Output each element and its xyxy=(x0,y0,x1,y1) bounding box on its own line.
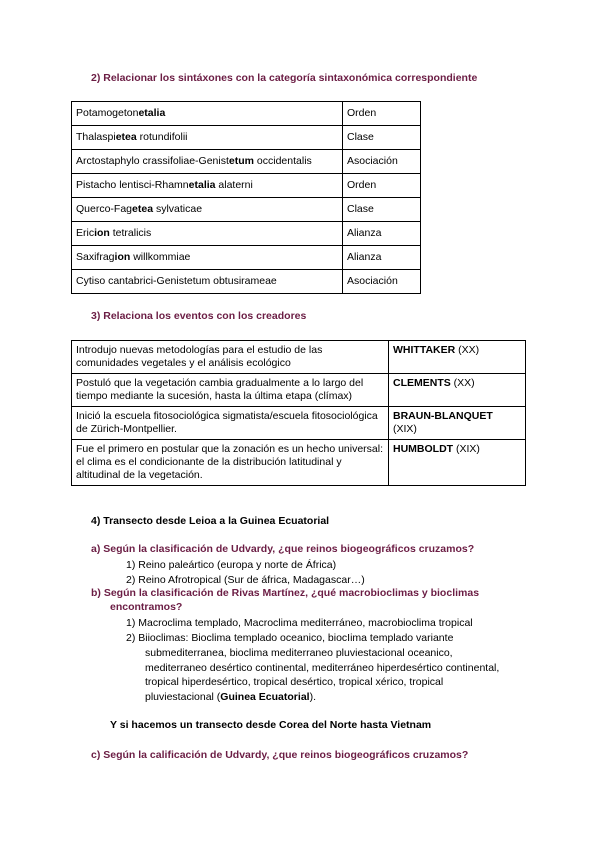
category-cell: Orden xyxy=(343,102,421,126)
syntaxon-row xyxy=(72,126,421,150)
syntaxon-cell xyxy=(72,126,343,150)
category-cell: Orden xyxy=(343,174,421,198)
creator-name: HUMBOLDT xyxy=(393,443,454,455)
syntaxon-cell xyxy=(72,198,343,222)
syntaxon-text: tetralicis xyxy=(109,227,152,239)
syntaxon-row xyxy=(72,102,421,126)
syntaxon-suffix: etea xyxy=(132,203,154,215)
creator-row xyxy=(72,374,526,407)
question-b-item-cont: tropical hiperdesértico, tropical desértico, tropical xérico, tropical xyxy=(145,676,444,688)
syntaxon-row xyxy=(72,198,421,222)
creators-table xyxy=(71,340,526,486)
question-b-item-last xyxy=(145,690,316,705)
section-4-title: 4) Transecto desde Leioa a la Guinea Ecuatorial xyxy=(91,515,330,527)
question-b: b) Según la clasificación de Rivas Martínez, ¿qué macrobioclimas y bioclimas xyxy=(91,587,480,599)
creator-era: (XX) xyxy=(450,377,475,389)
creator-name: CLEMENTS xyxy=(393,377,451,389)
creator-row xyxy=(72,407,526,440)
syntaxon-text: Arctostaphylo crassifoliae-Genist xyxy=(76,155,229,167)
question-b-item: 2) Biioclimas: Bioclima templado oceanico, biocIima templado variante xyxy=(126,632,454,644)
question-c: c) Según la calificación de Udvardy, ¿que reinos biogeográficos cruzamos? xyxy=(91,749,469,761)
syntaxon-cell xyxy=(72,174,343,198)
event-cell: Introdujo nuevas metodologías para el estudio de las comunidades vegetales y el análisis ecológico xyxy=(72,341,389,374)
syntaxon-cell xyxy=(72,102,343,126)
event-cell: Fue el primero en postular que la zonación es un hecho universal: el clima es el condicionante de la distribución latitudinal y altitudinal de la vegetación. xyxy=(72,440,389,486)
question-b-cont: encontramos? xyxy=(110,601,183,613)
question-a-item: 1) Reino paleártico (europa y norte de África) xyxy=(126,559,337,571)
category-cell: Alianza xyxy=(343,246,421,270)
syntaxon-text: Thalaspi xyxy=(76,131,116,143)
creator-era: (XIX) xyxy=(453,443,480,455)
category-cell: Clase xyxy=(343,198,421,222)
creator-cell xyxy=(389,440,526,486)
question-a: a) Según la clasificación de Udvardy, ¿que reinos biogeográficos cruzamos? xyxy=(91,543,475,555)
transect-subtitle: Y si hacemos un transecto desde Corea del Norte hasta Vietnam xyxy=(110,719,432,731)
event-cell: Postuló que la vegetación cambia gradualmente a lo largo del tiempo mediante la sucesión, hasta la última etapa (clímax) xyxy=(72,374,389,407)
question-b-item-cont: mediterraneo desértico continental, mediterráneo hiperdesértico continental, xyxy=(145,662,500,674)
section-3-title: 3) Relaciona los eventos con los creadores xyxy=(91,310,307,322)
syntaxon-text: alaterni xyxy=(215,179,253,191)
syntaxon-text: Potamogeton xyxy=(76,107,139,119)
text: pluviestacional ( xyxy=(145,691,221,703)
syntaxon-row xyxy=(72,222,421,246)
syntaxon-cell xyxy=(72,150,343,174)
creator-cell xyxy=(389,341,526,374)
category-cell: Clase xyxy=(343,126,421,150)
category-cell: Asociación xyxy=(343,150,421,174)
section-2-title: 2) Relacionar los sintáxones con la categoría sintaxonómica correspondiente xyxy=(91,72,478,84)
question-b-item-cont: submediterranea, bioclima mediterraneo pluviestacional oceanico, xyxy=(145,647,453,659)
syntaxon-text: Saxifrag xyxy=(76,251,115,263)
bold-text: Guinea Ecuatorial xyxy=(220,691,310,703)
syntaxon-text: sylvaticae xyxy=(153,203,203,215)
syntaxon-suffix: etalia xyxy=(188,179,216,191)
syntaxon-row xyxy=(72,174,421,198)
syntaxon-suffix: etea xyxy=(115,131,137,143)
syntaxon-text: Querco-Fag xyxy=(76,203,133,215)
syntaxon-text: Pistacho lentisci-Rhamn xyxy=(76,179,189,191)
creator-era: (XIX) xyxy=(393,423,417,435)
category-cell: Asociación xyxy=(343,270,421,294)
creator-era: (XX) xyxy=(455,344,480,356)
text: ). xyxy=(309,691,316,703)
syntaxon-text: willkommiae xyxy=(130,251,191,263)
creator-row xyxy=(72,440,526,486)
syntaxon-suffix: etalia xyxy=(138,107,166,119)
event-cell: Inició la escuela fitosociológica sigmatista/escuela fitosociológica de Zürich-Montpellier. xyxy=(72,407,389,440)
syntaxon-suffix: ion xyxy=(94,227,110,239)
syntaxon-row xyxy=(72,270,421,294)
creator-cell xyxy=(389,407,526,440)
syntaxon-text: Eric xyxy=(76,227,95,239)
syntaxon-row xyxy=(72,246,421,270)
syntaxon-row xyxy=(72,150,421,174)
creator-name: BRAUN-BLANQUET xyxy=(393,410,493,422)
syntaxon-cell xyxy=(72,246,343,270)
creator-name: WHITTAKER xyxy=(393,344,456,356)
creator-cell xyxy=(389,374,526,407)
syntaxon-text: Cytiso cantabrici-Genistetum obtusirameae xyxy=(76,275,277,287)
syntaxon-cell xyxy=(72,222,343,246)
question-b-item: 1) Macroclima templado, Macroclima mediterráneo, macrobioclima tropical xyxy=(126,617,473,629)
syntaxon-cell xyxy=(72,270,343,294)
syntaxa-table xyxy=(71,101,421,294)
syntaxon-text: rotundifolii xyxy=(136,131,188,143)
syntaxon-suffix: ion xyxy=(114,251,131,263)
syntaxon-suffix: etum xyxy=(228,155,254,167)
creator-row xyxy=(72,341,526,374)
syntaxon-text: occidentalis xyxy=(254,155,312,167)
category-cell: Alianza xyxy=(343,222,421,246)
question-a-item: 2) Reino Afrotropical (Sur de áfrica, Madagascar…) xyxy=(126,574,365,586)
